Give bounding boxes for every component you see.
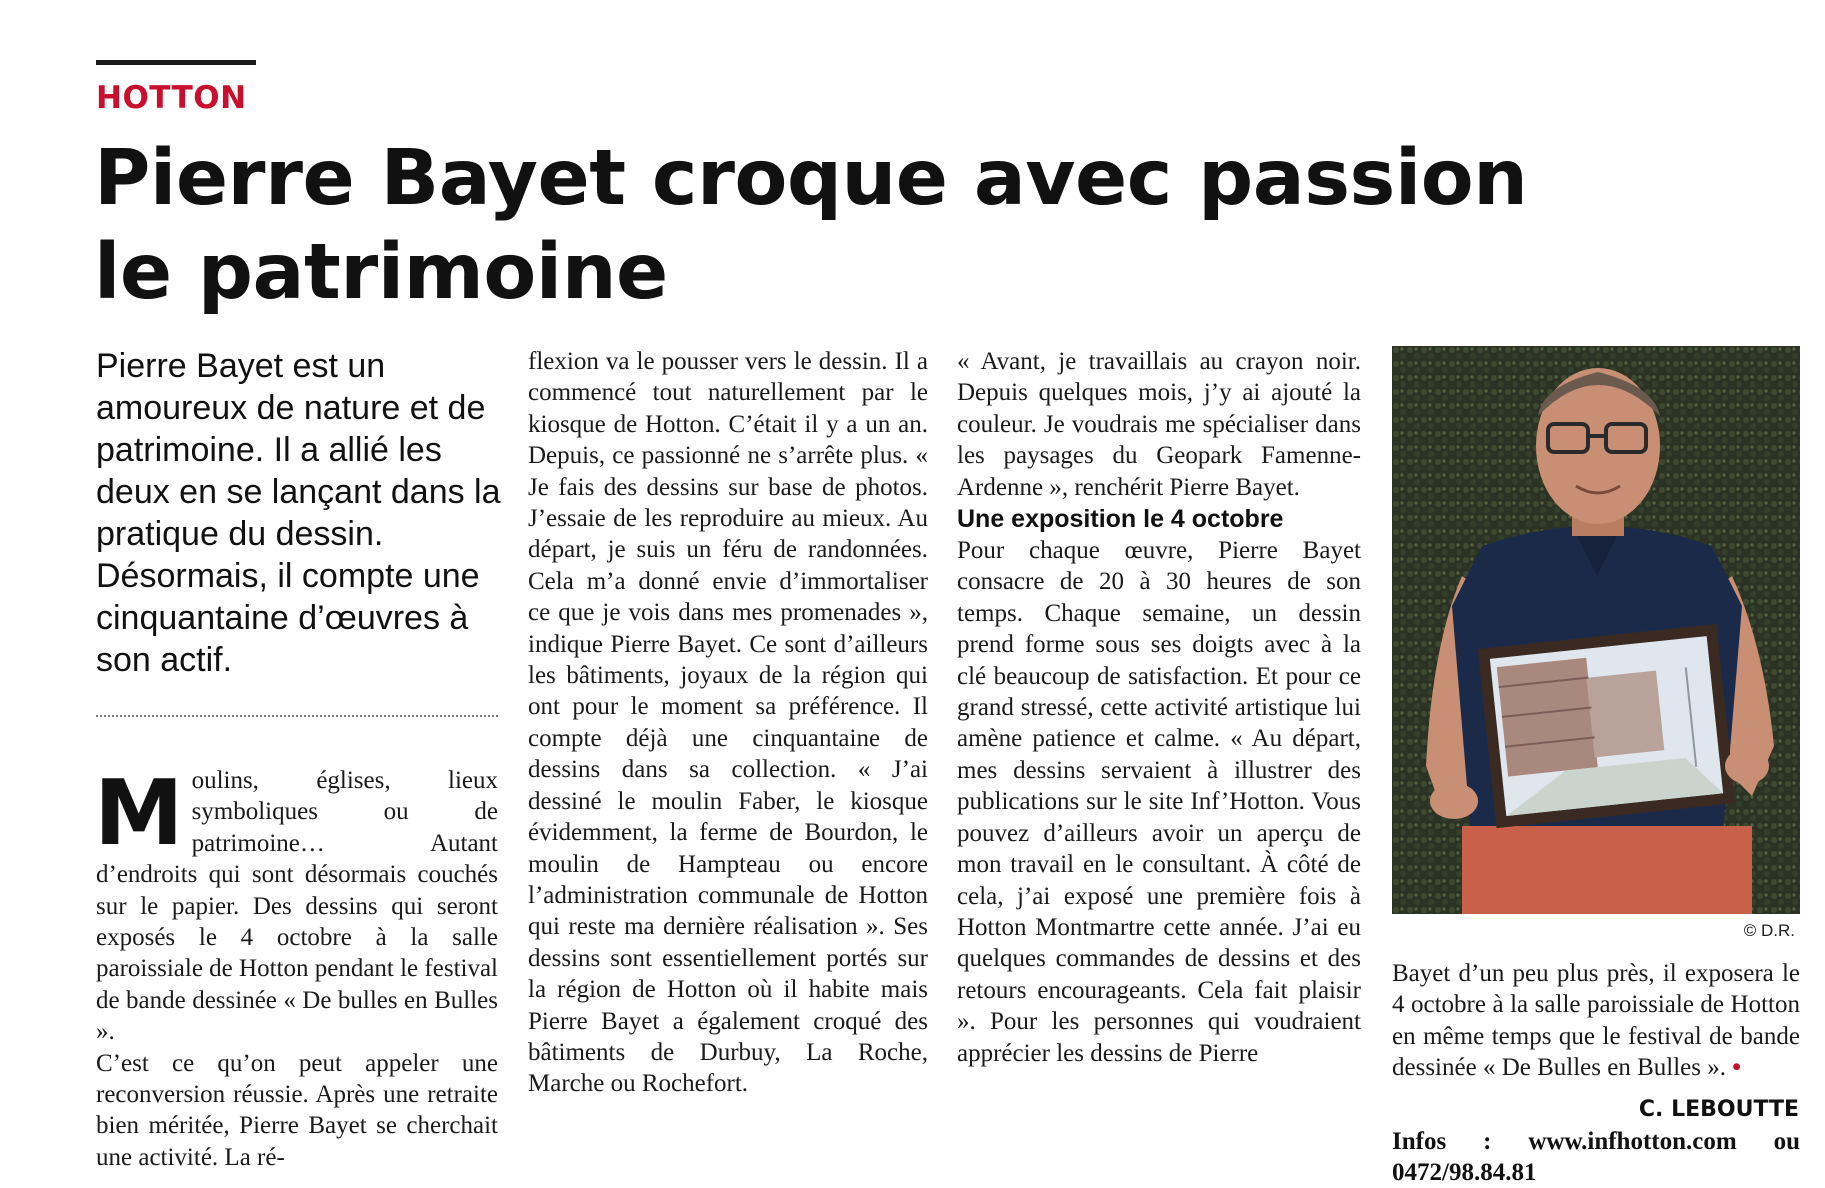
body-paragraph-5: Pour chaque œuvre, Pierre Bayet consacre de 20 à 30 heures de son temps. Chaque semaine, un dessin prend forme sous ses doigts avec à la clé beaucoup de satisfaction. Et pour ce grand stressé, cette activité artistique lui amène patience et calme. « Au départ, mes dessins servaient à illustrer des publications sur le site Inf’Hotton. Vous pouvez d’ailleurs avoir un aperçu de mon travail en le consultant. À côté de cela, j’ai exposé une première fois à Hotton Montmartre cette année. J’ai eu quelques commandes de dessins et des retours encourageants. Cela fait plaisir ». Pour les personnes qui voudraient apprécier les dessins de Pierre — [957, 537, 1361, 1067]
column-2 — [528, 346, 928, 1100]
headline-line-2: le patrimoine — [94, 228, 668, 317]
column-1 — [94, 761, 498, 1173]
subheading: Une exposition le 4 octobre — [957, 505, 1284, 534]
body-paragraph-2: C’est ce qu’on peut appeler une reconversion réussie. Après une retraite bien méritée, Pierre Bayet se cherchait une activité. La ré- — [96, 1049, 498, 1171]
top-rule — [96, 60, 256, 65]
column-4 — [1392, 958, 1800, 1084]
body-paragraph-1: oulins, églises, lieux symboliques ou de patrimoine… Autant d’endroits qui sont désormais couchés sur le papier. Des dessins qui seront exposés le 4 octobre à la salle paroissiale de Hotton pendant le festival de bande dessinée « De bulles en Bulles ». — [96, 767, 498, 1046]
column-3 — [957, 346, 1361, 1069]
headline-line-1: Pierre Bayet croque avec passion — [94, 134, 1528, 223]
section-kicker: HOTTON — [96, 80, 247, 116]
photo-credit: © D.R. — [1743, 921, 1795, 940]
headline — [94, 132, 1814, 320]
body-paragraph-3: flexion va le pousser vers le dessin. Il a commencé tout naturellement par le kiosque de Hotton. C’était il y a un an. Depuis, ce passionné ne s’arrête plus. « Je fais des dessins sur base de photos. J’essaie de les reproduire au mieux. Au départ, je suis un féru de randonnées. Cela m’a donné envie d’immortaliser ce que je vois dans mes promenades », indique Pierre Bayet. Ce sont d’ailleurs les bâtiments, joyaux de la région qui ont pour le moment sa préférence. Il compte déjà une cinquantaine de dessins dans sa collection. « J’ai dessiné le moulin Faber, le kiosque évidemment, la ferme de Bourdon, le moulin de Hampteau ou encore l’administration communale de Hotton qui reste ma dernière réalisation ». Ses dessins sont essentiellement portés sur la région de Hotton où il habite mais Pierre Bayet a également croqué des bâtiments de Durbuy, La Roche, Marche ou Rochefort. — [528, 348, 928, 1098]
lead-paragraph: Pierre Bayet est un amoureux de nature et de patrimoine. Il a allié les deux en se lançant dans la pratique du dessin. Désormais, il compte une cinquantaine d’œuvres à son actif. — [96, 347, 501, 679]
article-photo — [1392, 346, 1800, 914]
body-paragraph-6: Bayet d’un peu plus près, il exposera le 4 octobre à la salle paroissiale de Hotton en même temps que le festival de bande dessinée « De Bulles en Bulles ». — [1392, 960, 1800, 1082]
byline: C. LEBOUTTE — [1638, 1097, 1799, 1122]
end-bullet: • — [1732, 1054, 1741, 1082]
dotted-divider — [96, 715, 498, 717]
body-paragraph-4: « Avant, je travaillais au crayon noir. Depuis quelques mois, j’y ai ajouté la couleur. Je voudrais me spécialiser dans les paysages du Geopark Famenne-Ardenne », renchérit Pierre Bayet. — [957, 348, 1361, 501]
drop-cap: M — [94, 761, 184, 866]
infos-line: Infos : www.infhotton.com ou 0472/98.84.81 — [1392, 1128, 1800, 1186]
